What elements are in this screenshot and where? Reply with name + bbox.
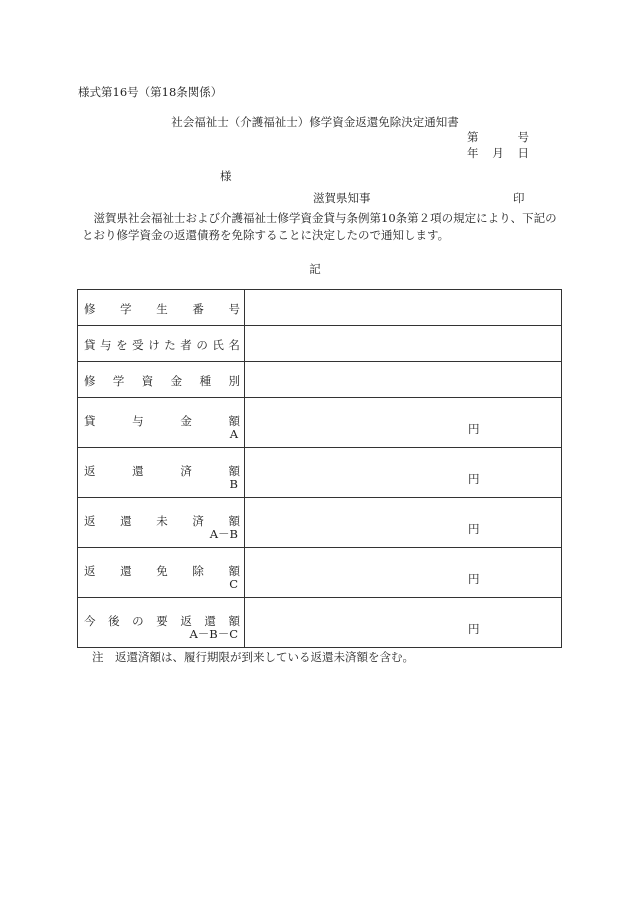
label-char: 額 <box>228 614 240 628</box>
row-label-text <box>78 614 244 628</box>
row-label-text <box>78 373 244 389</box>
label-char: 修 <box>84 374 96 388</box>
label-char: 額 <box>228 514 240 528</box>
row-label-text <box>78 564 244 578</box>
label-char: 名 <box>228 338 240 352</box>
label-char: 返 <box>84 514 96 528</box>
row-label <box>78 498 245 548</box>
label-char: 番 <box>192 302 204 316</box>
document-title: 社会福祉士（介護福祉士）修学資金返還免除決定通知書 <box>171 115 459 129</box>
row-value <box>245 362 562 398</box>
row-value <box>245 548 562 598</box>
addressee: 様 <box>220 169 232 183</box>
yen-unit: 円 <box>468 622 480 636</box>
label-char: 額 <box>228 464 240 478</box>
label-char: 要 <box>156 614 168 628</box>
table-row <box>78 290 562 326</box>
table-row <box>78 448 562 498</box>
label-char: 未 <box>156 514 168 528</box>
label-char: 貸 <box>84 414 96 428</box>
row-value <box>245 498 562 548</box>
label-char: 生 <box>156 302 168 316</box>
row-label <box>78 362 245 398</box>
label-char: を <box>116 338 128 352</box>
row-label-text <box>78 464 244 478</box>
row-value <box>245 598 562 648</box>
row-label <box>78 548 245 598</box>
label-char: 氏 <box>212 338 224 352</box>
label-char: 還 <box>132 464 144 478</box>
row-label <box>78 290 245 326</box>
label-char: 済 <box>192 514 204 528</box>
seal-mark: 印 <box>513 191 525 205</box>
label-char: 別 <box>228 374 240 388</box>
label-char: の <box>132 614 144 628</box>
row-value <box>245 290 562 326</box>
label-char: 免 <box>156 564 168 578</box>
row-label <box>78 398 245 448</box>
label-char: 学 <box>112 374 125 388</box>
yen-unit: 円 <box>468 522 480 536</box>
row-label <box>78 448 245 498</box>
label-char: け <box>148 338 160 352</box>
label-char: 今 <box>84 614 96 628</box>
label-char: 還 <box>120 564 132 578</box>
table-row <box>78 598 562 648</box>
table-row <box>78 326 562 362</box>
row-value <box>245 448 562 498</box>
label-char: 返 <box>180 614 192 628</box>
table-row <box>78 548 562 598</box>
row-label <box>78 598 245 648</box>
date-day: 日 <box>517 146 529 160</box>
note: 注 返還済額は、履行期限が到来している返還未済額を含む。 <box>92 650 414 664</box>
yen-unit: 円 <box>468 422 480 436</box>
label-char: 与 <box>132 414 144 428</box>
date-month: 月 <box>492 146 504 160</box>
label-char: 種 <box>199 374 212 388</box>
label-char: 還 <box>120 514 132 528</box>
row-value <box>245 326 562 362</box>
detail-table <box>77 289 562 648</box>
label-char: 額 <box>228 564 240 578</box>
issuer: 滋賀県知事 <box>313 191 371 205</box>
row-formula: C <box>229 577 238 591</box>
label-char: 金 <box>180 414 192 428</box>
row-formula: A－B－C <box>189 627 238 641</box>
label-char: 資 <box>141 374 154 388</box>
number-prefix: 第 <box>467 130 479 144</box>
yen-unit: 円 <box>468 572 480 586</box>
table-row <box>78 498 562 548</box>
date-year: 年 <box>467 146 479 160</box>
row-label-text <box>78 514 244 528</box>
label-char: 後 <box>108 614 120 628</box>
label-char: 還 <box>204 614 216 628</box>
label-char: 貸 <box>84 338 96 352</box>
ki-heading: 記 <box>309 262 321 276</box>
row-formula: A <box>229 427 238 441</box>
document-date <box>467 145 529 161</box>
body-text: 滋賀県社会福祉士および介護福祉士修学資金貸与条例第10条第２項の規定により、下記のとおり修学資金の返還債務を免除することに決定したので通知します。 <box>82 211 557 242</box>
label-char: た <box>164 338 176 352</box>
yen-unit: 円 <box>468 472 480 486</box>
label-char: 受 <box>132 338 144 352</box>
row-formula: A－B <box>209 527 238 541</box>
row-label-text <box>78 301 244 317</box>
label-char: 除 <box>192 564 204 578</box>
label-char: 済 <box>180 464 192 478</box>
row-label <box>78 326 245 362</box>
label-char: 額 <box>228 414 240 428</box>
number-suffix: 号 <box>517 130 529 144</box>
label-char: の <box>196 338 208 352</box>
label-char: 返 <box>84 464 96 478</box>
row-value <box>245 398 562 448</box>
table-row <box>78 398 562 448</box>
label-char: 与 <box>100 338 112 352</box>
document-number <box>467 129 529 145</box>
row-formula: B <box>229 477 238 491</box>
label-char: 号 <box>228 302 240 316</box>
label-char: 返 <box>84 564 96 578</box>
label-char: 修 <box>84 302 96 316</box>
label-char: 学 <box>120 302 132 316</box>
table-row <box>78 362 562 398</box>
row-label-text <box>78 337 244 353</box>
label-char: 金 <box>170 374 183 388</box>
form-number: 様式第16号（第18条関係） <box>78 85 223 99</box>
label-char: 者 <box>180 338 192 352</box>
row-label-text <box>78 414 244 428</box>
